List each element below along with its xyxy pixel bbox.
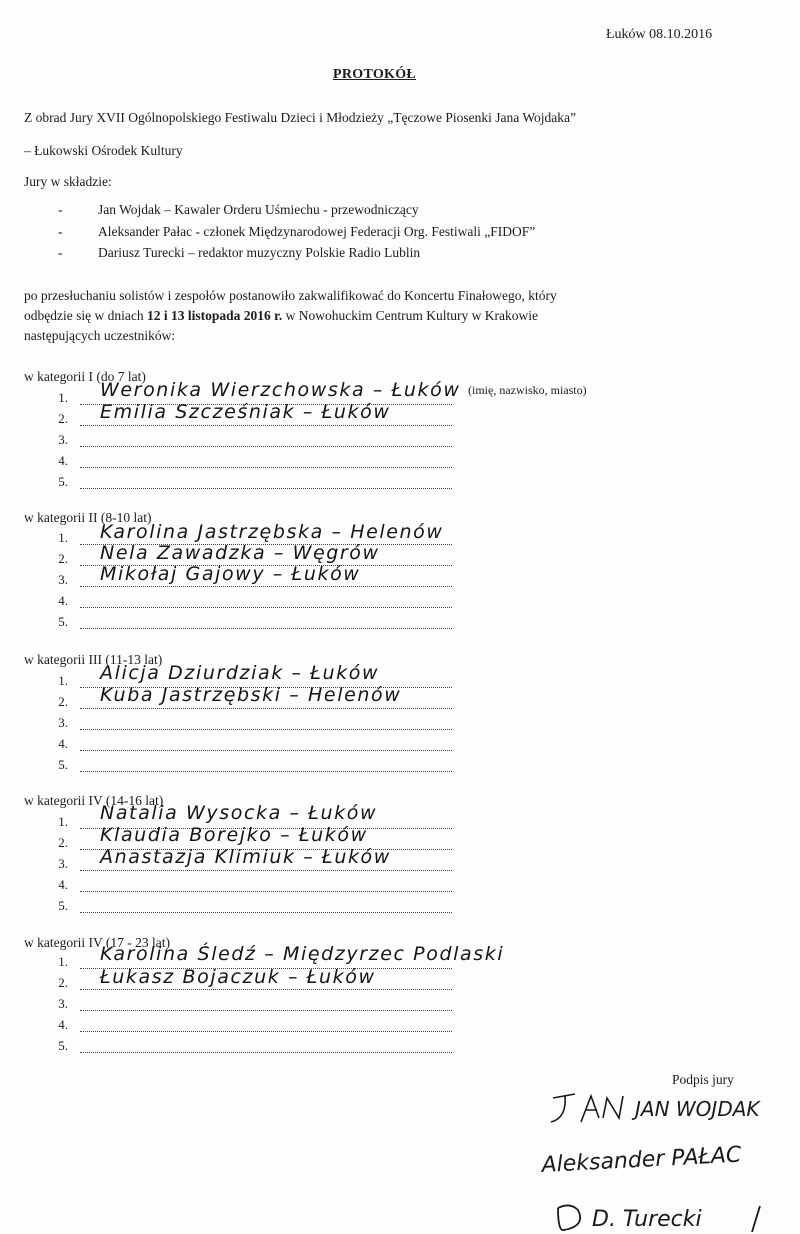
category-1-number-1: 1. [58, 390, 68, 405]
category-2-entry-2: Nela Zawadzka – Węgrów [100, 542, 380, 564]
jury-member-1: - Jan Wojdak – Kawaler Orderu Uśmiechu - przewodniczący [58, 202, 419, 217]
jury-label: Jury w składzie: [24, 174, 112, 189]
entry-line [80, 890, 452, 892]
category-2-number-1: 1. [58, 530, 68, 545]
category-4-entry-3: Anastazja Klimiuk – Łuków [100, 846, 391, 868]
category-5-title: w kategorii IV (17 - 23 lat) [24, 935, 170, 950]
category-4-number-2: 2. [58, 835, 68, 850]
category-5-entry-2: Łukasz Bojaczuk – Łuków [100, 966, 376, 988]
category-4-entry-2: Klaudia Borejko – Łuków [100, 824, 368, 846]
entry-line [80, 749, 452, 751]
category-3-title: w kategorii III (11-13 lat) [24, 652, 163, 667]
category-4-number-4: 4. [58, 877, 68, 892]
category-3-number-4: 4. [58, 736, 68, 751]
category-4-title: w kategorii IV (14-16 lat) [24, 793, 164, 808]
document-title: PROTOKÓŁ [333, 67, 417, 82]
category-2-title: w kategorii II (8-10 lat) [24, 510, 152, 525]
category-3-number-5: 5. [58, 757, 68, 772]
category-5-number-2: 2. [58, 975, 68, 990]
category-3-number-2: 2. [58, 694, 68, 709]
entry-line [80, 606, 452, 608]
entry-line [80, 707, 452, 709]
entry-line [80, 869, 452, 871]
category-1-entry-2: Emilia Szcześniak – Łuków [100, 401, 391, 423]
decision-line-2: odbędzie się w dniach 12 i 13 listopada 2016 r. w Nowohuckim Centrum Kultury w Krakowie [24, 308, 538, 323]
category-2-number-5: 5. [58, 614, 68, 629]
decision-line-3: następujących uczestników: [24, 328, 176, 343]
category-1-entry-1: Weronika Wierzchowska – Łuków [100, 379, 461, 401]
date-line: Łuków 08.10.2016 [606, 27, 713, 42]
category-5-number-3: 3. [58, 996, 68, 1011]
jury-member-2: - Aleksander Pałac - członek Międzynarodowej Federacji Org. Festiwali „FIDOF” [58, 224, 536, 239]
entry-line [80, 445, 452, 447]
category-5-entry-1: Karolina Śledź – Międzyrzec Podlaski [100, 943, 505, 965]
category-4-number-5: 5. [58, 898, 68, 913]
category-4-number-3: 3. [58, 856, 68, 871]
category-1-title: w kategorii I (do 7 lat) [24, 369, 146, 384]
entry-line [80, 728, 452, 730]
entry-line [80, 988, 452, 990]
entry-line [80, 585, 452, 587]
category-3-number-3: 3. [58, 715, 68, 730]
category-4-number-1: 1. [58, 814, 68, 829]
entry-line [80, 424, 452, 426]
category-2-number-2: 2. [58, 551, 68, 566]
category-4-entry-1: Natalia Wysocka – Łuków [100, 802, 378, 824]
entry-line [80, 1030, 452, 1032]
category-2-entry-1: Karolina Jastrzębska – Helenów [100, 521, 444, 543]
category-5-number-4: 4. [58, 1017, 68, 1032]
entry-line [80, 770, 452, 772]
category-5-number-1: 1. [58, 954, 68, 969]
category-5-number-5: 5. [58, 1038, 68, 1053]
category-3-entry-2: Kuba Jastrzębski – Helenów [100, 684, 402, 706]
entry-line [80, 911, 452, 913]
jury-member-3: - Dariusz Turecki – redaktor muzyczny Polskie Radio Lublin [58, 245, 421, 260]
category-1-number-5: 5. [58, 474, 68, 489]
svg-text:JAN WOJDAK: JAN WOJDAK [635, 1097, 760, 1121]
entry-line [80, 487, 452, 489]
entry-line [80, 1009, 452, 1011]
decision-line-1: po przesłuchaniu solistów i zespołów postanowiło zakwalifikować do Koncertu Finałowego, który [24, 288, 557, 303]
intro-line-2: – Łukowski Ośrodek Kultury [24, 143, 183, 158]
category-1-number-3: 3. [58, 432, 68, 447]
signature-label: Podpis jury [672, 1072, 734, 1087]
category-1-number-4: 4. [58, 453, 68, 468]
category-2-number-4: 4. [58, 593, 68, 608]
category-2-entry-3: Mikołaj Gajowy – Łuków [100, 563, 361, 585]
entry-line [80, 627, 452, 629]
signature-turecki [552, 1196, 782, 1234]
concert-dates: 12 i 13 listopada 2016 r. [146, 308, 283, 323]
category-1-number-2: 2. [58, 411, 68, 426]
intro-line-1: Z obrad Jury XVII Ogólnopolskiego Festiwalu Dzieci i Młodzieży „Tęczowe Piosenki Jana Wojdaka” [24, 110, 577, 125]
category-2-number-3: 3. [58, 572, 68, 587]
category-3-entry-1: Alicja Dziurdziak – Łuków [100, 662, 380, 684]
entry-line [80, 1051, 452, 1053]
svg-text:Aleksander PAŁAC: Aleksander PAŁAC [541, 1142, 742, 1178]
category-3-number-1: 1. [58, 673, 68, 688]
entry-line [80, 466, 452, 468]
entry-format-hint: (imię, nazwisko, miasto) [468, 383, 587, 397]
signature-palac [540, 1140, 800, 1190]
svg-text:D. Turecki: D. Turecki [592, 1207, 702, 1232]
signature-wojdak [545, 1088, 775, 1128]
